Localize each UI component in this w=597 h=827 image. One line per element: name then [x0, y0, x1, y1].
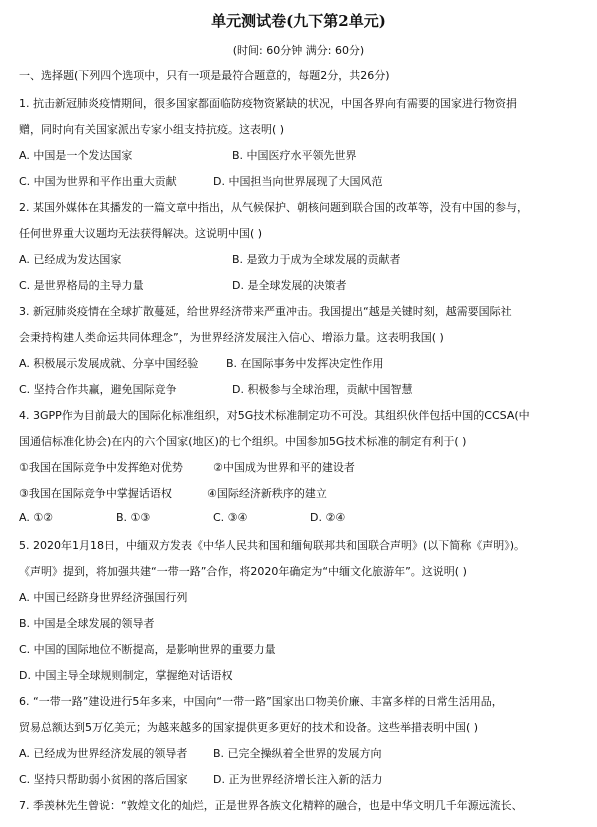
q4-option-d: D. ②④: [310, 511, 346, 524]
q5-stem-line-1: 5. 2020年1月18日，中缅双方发表《中华人民共和国和缅甸联邦共和国联合声明》(以下简称《声明》)。: [19, 539, 526, 552]
q3-option-c: C. 坚持合作共赢，避免国际竞争: [19, 383, 177, 396]
q1-option-c: C. 中国为世界和平作出重大贡献: [19, 175, 177, 188]
q5-option-b: B. 中国是全球发展的领导者: [19, 617, 155, 630]
section-heading: 一、选择题(下列四个选项中，只有一项是最符合题意的，每题2分，共26分): [19, 69, 390, 82]
q2-stem-line-1: 2. 某国外媒体在其播发的一篇文章中指出，从气候保护、朝核问题到联合国的改革等，没有中国的参与，: [19, 201, 528, 214]
q1-option-b: B. 中国医疗水平领先世界: [232, 149, 357, 162]
q6-stem-line-2: 贸易总额达到5万亿美元；为越来越多的国家提供更多更好的技术和设备。这些举措表明中国( ): [19, 721, 479, 734]
q7-stem-line-1: 7. 季羡林先生曾说：“敦煌文化的灿烂，正是世界各族文化精粹的融合，也是中华文明几千年源远流长、: [19, 799, 523, 812]
q5-option-c: C. 中国的国际地位不断提高，是影响世界的重要力量: [19, 643, 276, 656]
q4-item-3: ③我国在国际竞争中掌握话语权: [19, 487, 172, 500]
q3-stem-line-1: 3. 新冠肺炎疫情在全球扩散蔓延，给世界经济带来严重冲击。我国提出“越是关键时刻，越需要国际社: [19, 305, 512, 318]
q1-option-a: A. 中国是一个发达国家: [19, 149, 133, 162]
q2-option-d: D. 是全球发展的决策者: [232, 279, 347, 292]
q4-option-c: C. ③④: [213, 511, 248, 524]
q5-stem-line-2: 《声明》提到，将加强共建“一带一路”合作，将2020年确定为“中缅文化旅游年”。这说明( ): [19, 565, 467, 578]
q6-option-c: C. 坚持只帮助弱小贫困的落后国家: [19, 773, 188, 786]
q2-option-b: B. 是致力于成为全球发展的贡献者: [232, 253, 401, 266]
q1-stem-line-1: 1. 抗击新冠肺炎疫情期间，很多国家都面临防疫物资紧缺的状况，中国各界向有需要的国家进行物资捐: [19, 97, 517, 110]
q6-option-b: B. 已完全操纵着全世界的发展方向: [213, 747, 382, 760]
q4-option-b: B. ①③: [116, 511, 151, 524]
q4-stem-line-1: 4. 3GPP作为目前最大的国际化标准组织，对5G技术标准制定功不可没。其组织伙伴包括中国的CCSA(中: [19, 409, 530, 422]
q3-stem-line-2: 会秉持构建人类命运共同体理念”，为世界经济发展注入信心、增添力量。这表明我国( ): [19, 331, 444, 344]
q6-option-a: A. 已经成为世界经济发展的领导者: [19, 747, 188, 760]
q6-option-d: D. 正为世界经济增长注入新的活力: [213, 773, 383, 786]
time-and-score: (时间: 60分钟 满分: 60分): [232, 44, 365, 57]
q5-option-d: D. 中国主导全球规则制定，掌握绝对话语权: [19, 669, 233, 682]
page-title: 单元测试卷(九下第2单元): [211, 12, 386, 30]
q1-option-d: D. 中国担当向世界展现了大国风范: [213, 175, 383, 188]
q4-item-4: ④国际经济新秩序的建立: [207, 487, 327, 500]
q4-item-2: ②中国成为世界和平的建设者: [213, 461, 355, 474]
q3-option-a: A. 积极展示发展成就、分享中国经验: [19, 357, 199, 370]
q3-option-b: B. 在国际事务中发挥决定性作用: [226, 357, 384, 370]
q5-option-a: A. 中国已经跻身世界经济强国行列: [19, 591, 188, 604]
q2-option-a: A. 已经成为发达国家: [19, 253, 122, 266]
q2-option-c: C. 是世界格局的主导力量: [19, 279, 144, 292]
q4-option-a: A. ①②: [19, 511, 54, 524]
q2-stem-line-2: 任何世界重大议题均无法获得解决。这说明中国( ): [19, 227, 263, 240]
q3-option-d: D. 积极参与全球治理，贡献中国智慧: [232, 383, 413, 396]
q4-item-1: ①我国在国际竞争中发挥绝对优势: [19, 461, 183, 474]
q6-stem-line-1: 6. “一带一路”建设进行5年多来，中国向“一带一路”国家出口物美价廉、丰富多样的日常生活用品，: [19, 695, 503, 708]
q4-stem-line-2: 国通信标准化协会)在内的六个国家(地区)的七个组织。中国参加5G技术标准的制定有利于( ): [19, 435, 467, 448]
q1-stem-line-2: 赠，同时向有关国家派出专家小组支持抗疫。这表明( ): [19, 123, 285, 136]
